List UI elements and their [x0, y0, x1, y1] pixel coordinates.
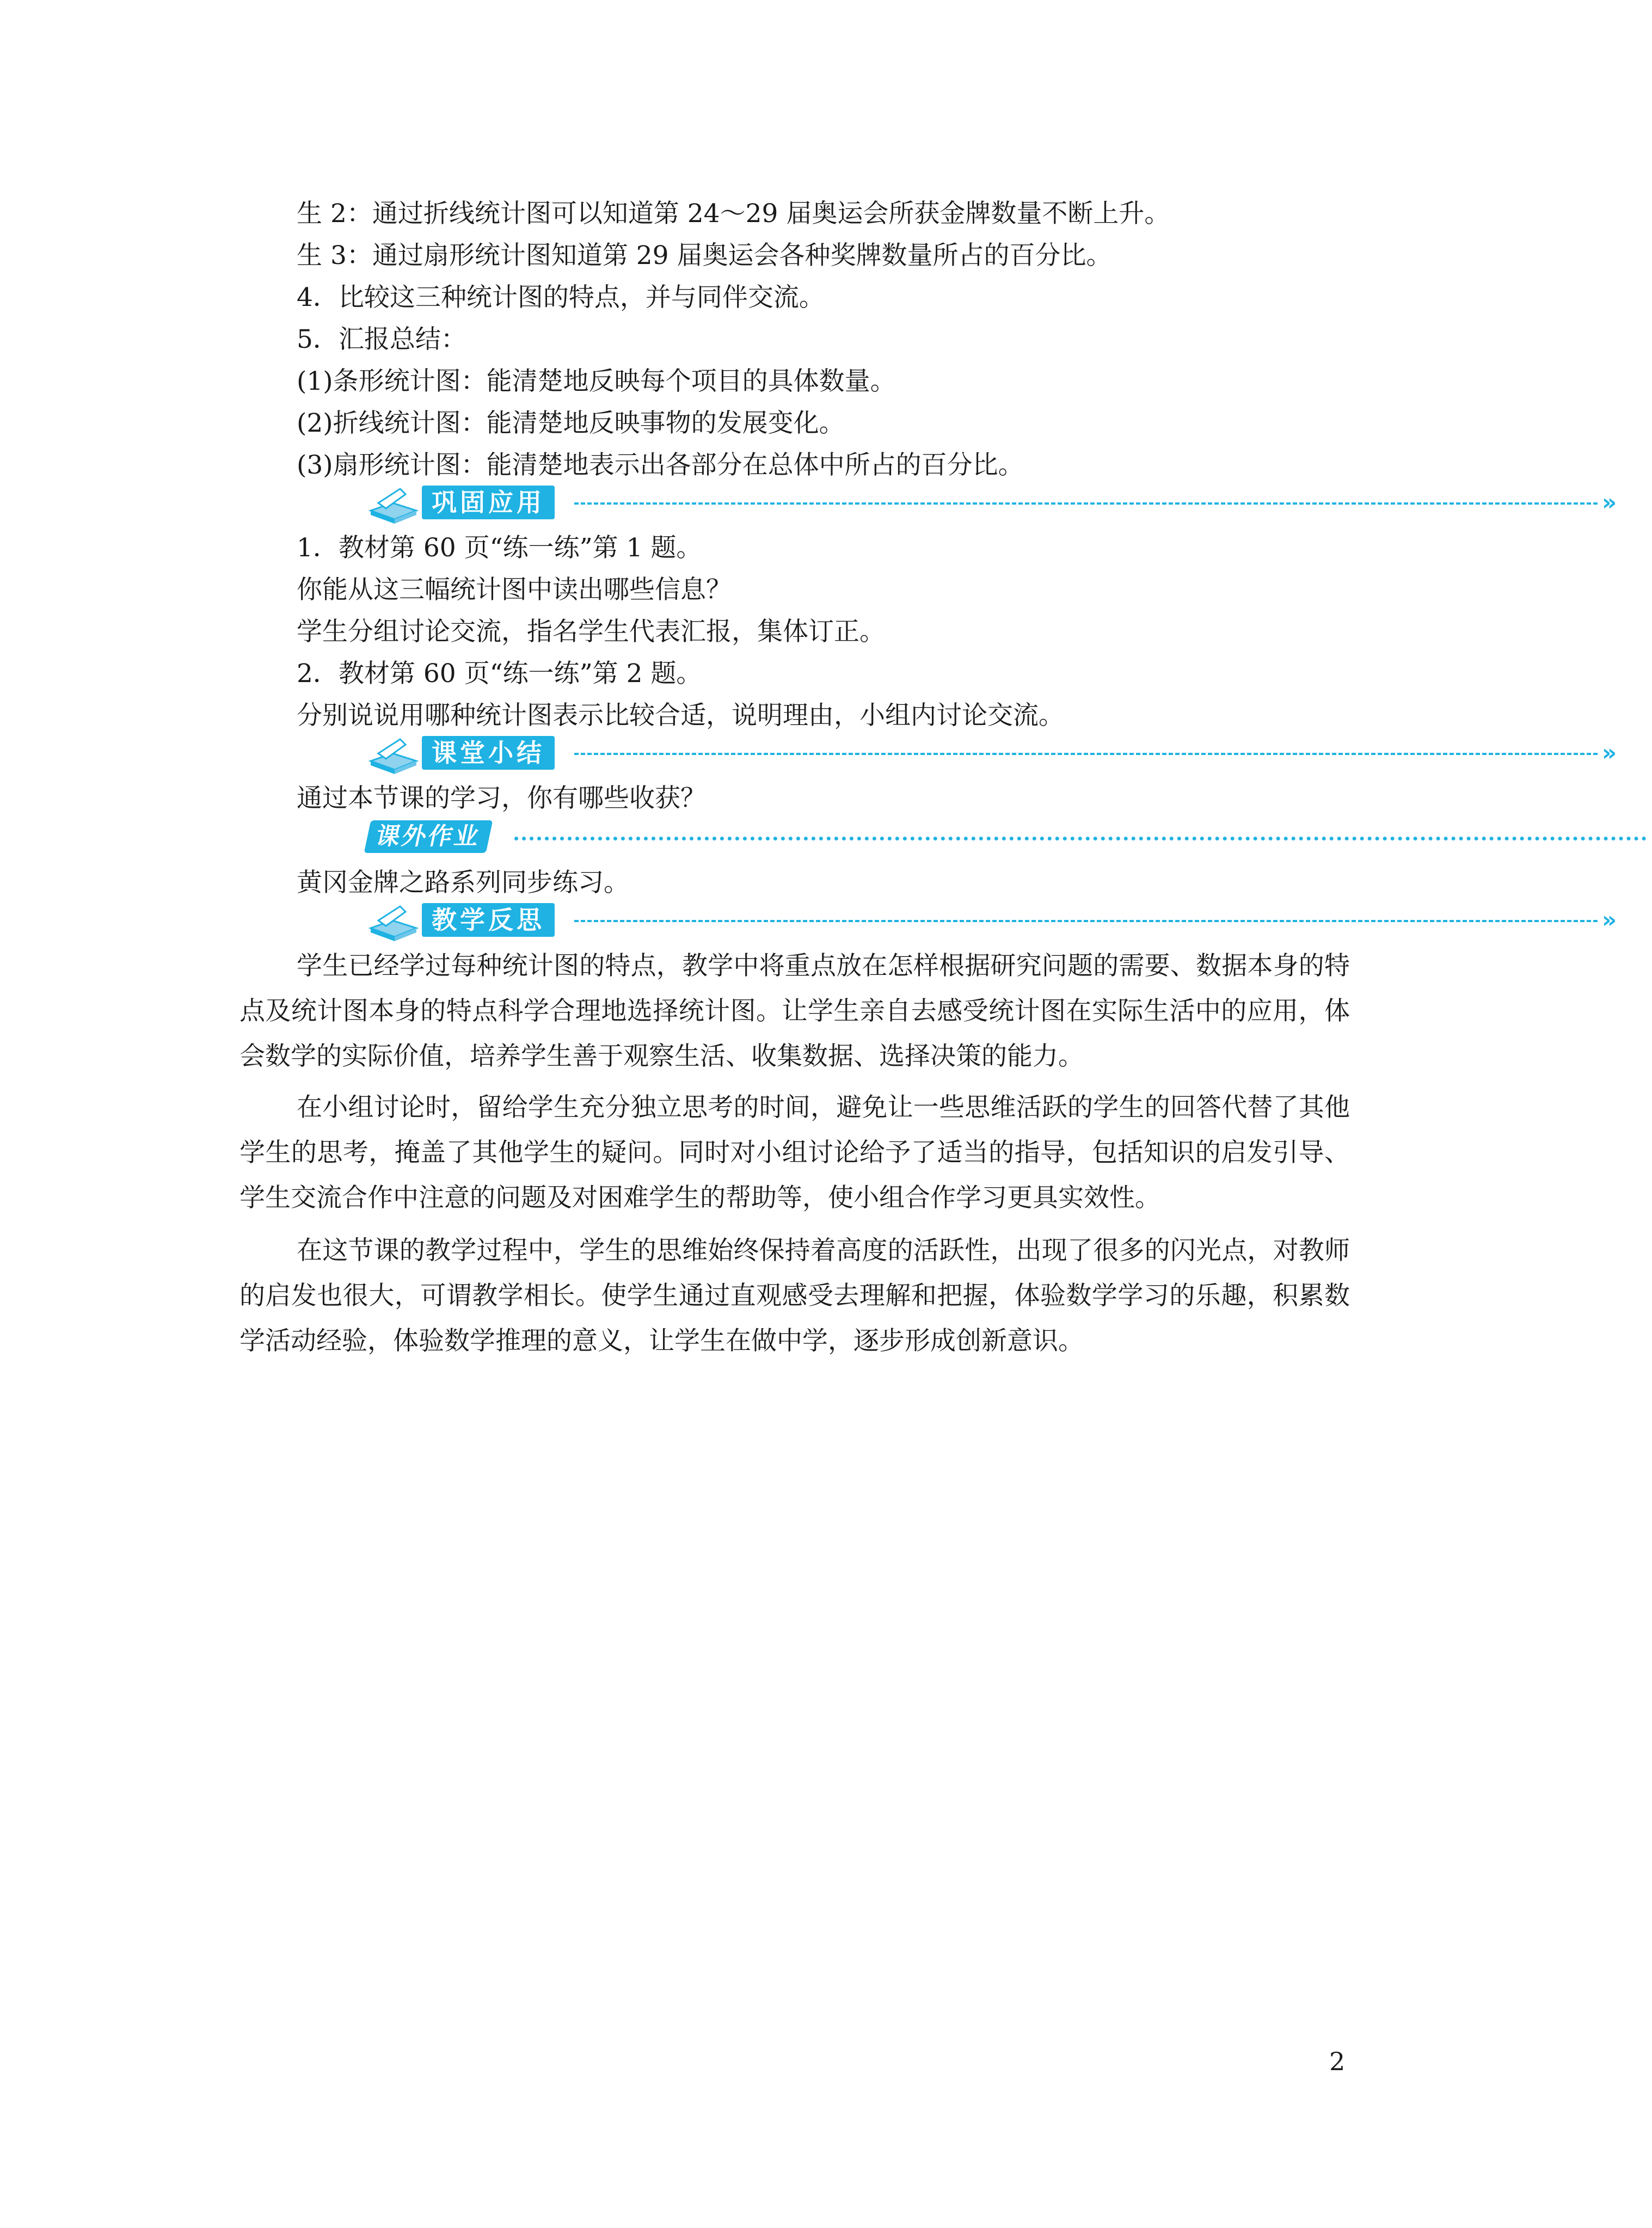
text-line: 分别说说用哪种统计图表示比较合适，说明理由，小组内讨论交流。	[297, 701, 1064, 731]
text-line: 生 3：通过扇形统计图知道第 29 届奥运会各种奖牌数量所占的百分比。	[297, 241, 1112, 271]
section-header-summary	[367, 735, 1636, 774]
section-header-reflection	[367, 902, 1636, 941]
section-title: 课外作业	[364, 820, 493, 853]
page-number: 2	[1329, 2047, 1346, 2076]
section-header-consolidate	[367, 484, 1636, 524]
text-line: 你能从这三幅统计图中读出哪些信息？	[297, 575, 732, 605]
paragraph: 在小组讨论时，留给学生充分独立思考的时间，避免让一些思维活跃的学生的回答代替了其他学生的思考，掩盖了其他学生的疑问。同时对小组讨论给予了适当的指导，包括知识的启发引导、学生交流合作中注意的问题及对困难学生的帮助等，使小组合作学习更具实效性。	[239, 1092, 1350, 1213]
text-line: (3)扇形统计图：能清楚地表示出各部分在总体中所占的百分比。	[297, 450, 1024, 480]
text-line: 1．教材第 60 页“练一练”第 1 题。	[297, 533, 702, 563]
text-line: (2)折线统计图：能清楚地反映事物的发展变化。	[297, 408, 845, 438]
book-icon	[367, 487, 420, 525]
double-arrow-icon: »	[1602, 489, 1617, 515]
text-line: 通过本节课的学习，你有哪些收获？	[297, 783, 706, 813]
text-line: (1)条形统计图：能清楚地反映每个项目的具体数量。	[297, 366, 896, 396]
text-line: 生 2：通过折线统计图可以知道第 24～29 届奥运会所获金牌数量不断上升。	[297, 199, 1170, 229]
paragraph: 在这节课的教学过程中，学生的思维始终保持着高度的活跃性，出现了很多的闪光点，对教师的启发也很大，可谓教学相长。使学生通过直观感受去理解和把握，体验数学学习的乐趣，积累数学活动经验，体验数学推理的意义，让学生在做中学，逐步形成创新意识。	[239, 1236, 1350, 1356]
dashed-divider	[574, 502, 1598, 505]
text-line: 2．教材第 60 页“练一练”第 2 题。	[297, 659, 702, 689]
double-arrow-icon: »	[1602, 906, 1617, 933]
dotted-divider	[514, 837, 1647, 840]
double-arrow-icon: »	[1602, 739, 1617, 766]
section-title: 巩固应用	[422, 486, 555, 519]
text-line: 学生分组讨论交流，指名学生代表汇报，集体订正。	[297, 617, 885, 647]
section-header-homework	[367, 819, 1652, 858]
section-title: 课堂小结	[422, 736, 555, 770]
book-icon	[367, 737, 420, 775]
text-line: 5．汇报总结：	[297, 324, 466, 354]
dashed-divider	[574, 753, 1598, 755]
section-title: 教学反思	[422, 903, 555, 937]
dashed-divider	[574, 920, 1598, 922]
book-icon	[367, 904, 420, 942]
text-line: 4．比较这三种统计图的特点，并与同伴交流。	[297, 283, 825, 312]
text-line: 黄冈金牌之路系列同步练习。	[297, 868, 629, 898]
paragraph: 学生已经学过每种统计图的特点，教学中将重点放在怎样根据研究问题的需要、数据本身的特点及统计图本身的特点科学合理地选择统计图。让学生亲自去感受统计图在实际生活中的应用，体会数学的实际价值，培养学生善于观察生活、收集数据、选择决策的能力。	[239, 951, 1350, 1071]
